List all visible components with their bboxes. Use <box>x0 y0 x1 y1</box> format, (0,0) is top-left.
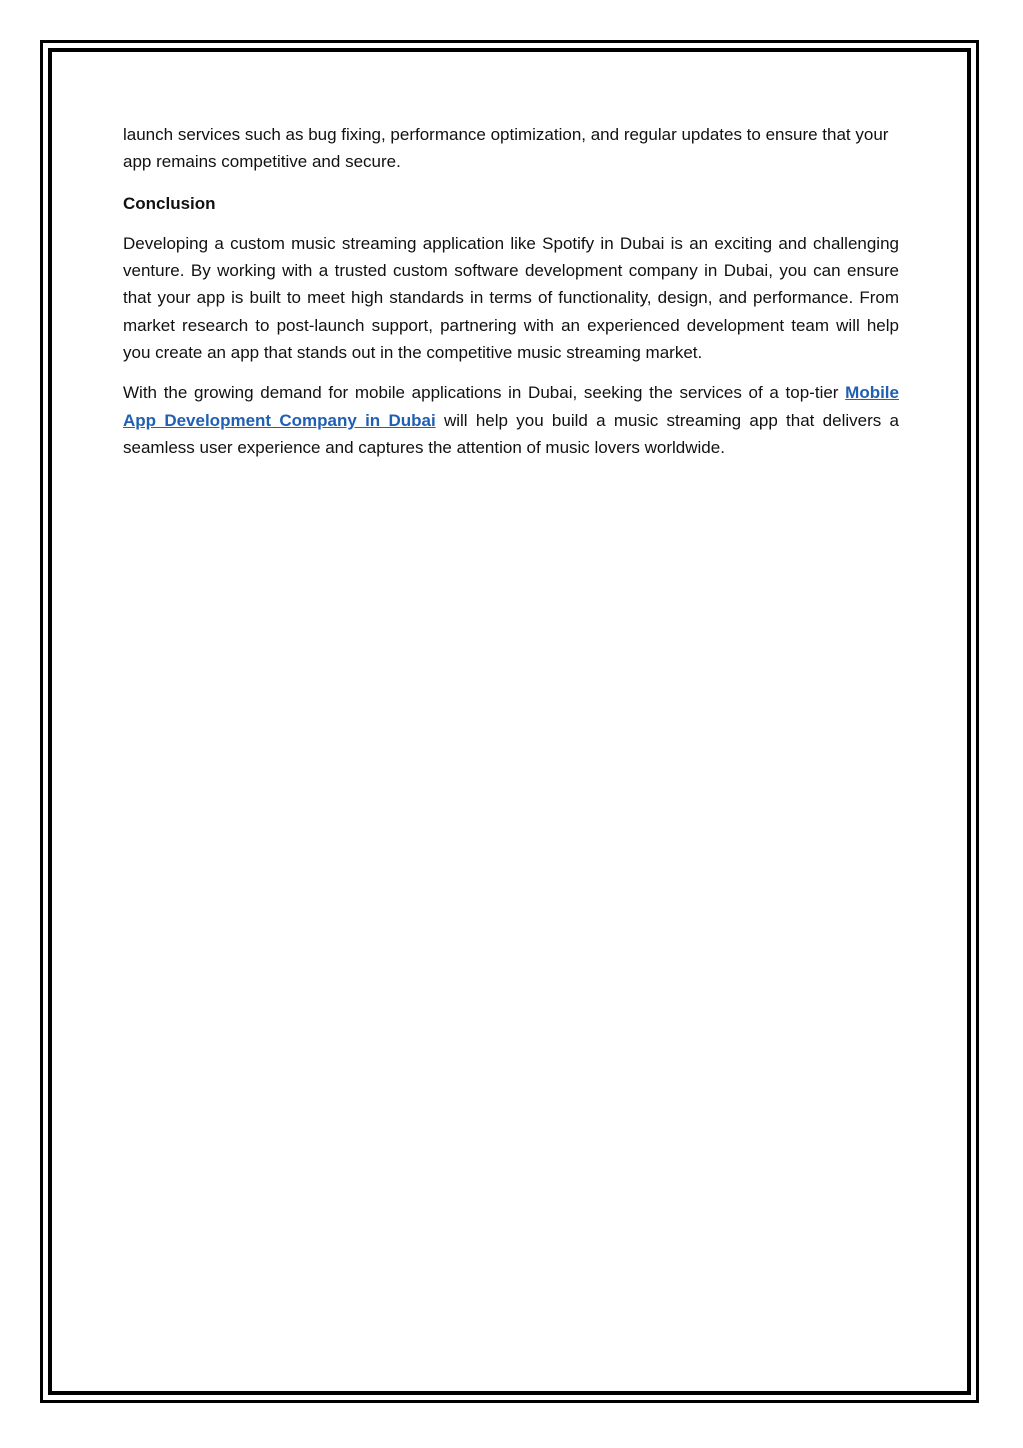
intro-paragraph: launch services such as bug fixing, performance optimization, and regular updates to ensure that your app remains competitive and secure. <box>123 125 889 172</box>
conclusion-heading: Conclusion <box>123 193 216 213</box>
conclusion-paragraph: Developing a custom music streaming application like Spotify in Dubai is an exciting and challenging venture. By working with a trusted custom software development company in Dubai, you can ensure that your app is built to meet high standards in terms of functionality, design, and performance. From market research to post-launch support, partnering with an experienced development team will help you create an app that stands out in the competitive music streaming market. <box>123 233 899 363</box>
final-paragraph <box>123 379 899 461</box>
final-paragraph-lead: With the growing demand for mobile applications in Dubai, seeking the services of a top-tier <box>123 383 846 403</box>
document-body <box>123 121 899 474</box>
final-paragraph-tail: will help you build a music streaming app that delivers a seamless user experience and captures the attention of music lovers worldwide. <box>123 410 899 457</box>
mobile-app-company-link[interactable]: Mobile App Development Company in Dubai <box>123 383 899 430</box>
